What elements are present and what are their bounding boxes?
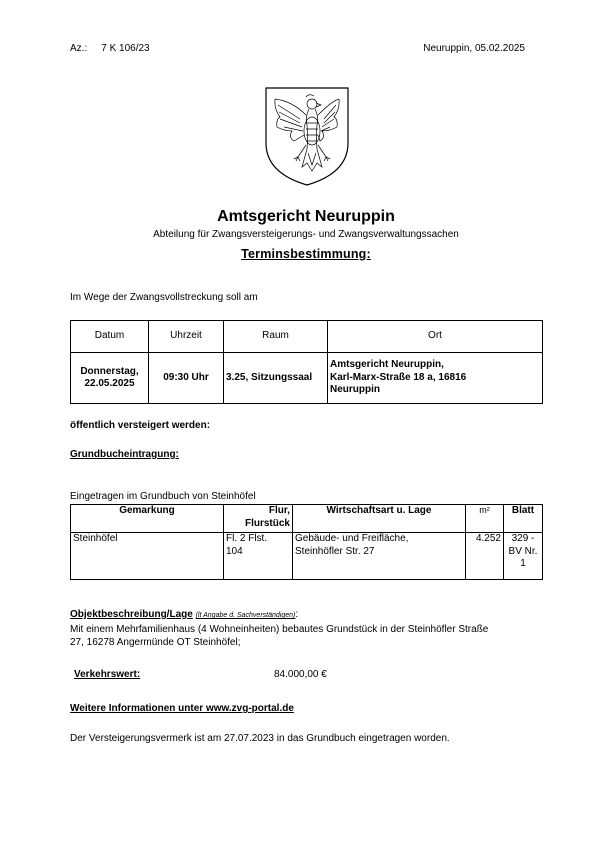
termin-date bbox=[71, 353, 149, 404]
termin-date-value: 22.05.2025 bbox=[84, 378, 135, 389]
case-number-value: 7 K 106/23 bbox=[101, 43, 150, 54]
grundbuch-blatt bbox=[504, 533, 543, 580]
grundbuch-table bbox=[70, 504, 543, 580]
grundbuch-m2: 4.252 bbox=[466, 533, 504, 580]
termin-place-line: Karl-Marx-Straße 18 a, 16816 bbox=[330, 371, 467, 383]
coat-of-arms-eagle-icon bbox=[262, 85, 352, 187]
termin-table-header-row bbox=[71, 321, 543, 353]
termin-header-ort: Ort bbox=[328, 321, 543, 353]
grundbuch-flur-line: 104 bbox=[226, 545, 243, 557]
auction-statement: öffentlich versteigert werden: bbox=[70, 420, 211, 431]
place-date: Neuruppin, 05.02.2025 bbox=[423, 43, 525, 54]
grundbuch-table-header-row bbox=[71, 505, 543, 533]
verkehrswert-value: 84.000,00 € bbox=[274, 669, 327, 680]
grundbuch-blatt-line: BV Nr. bbox=[508, 545, 538, 557]
termin-header-raum: Raum bbox=[224, 321, 328, 353]
case-number-label: Az.: bbox=[70, 43, 88, 54]
objekt-description-line: Mit einem Mehrfamilienhaus (4 Wohneinheiten) bebautes Grundstück in der Steinhöfler Straße bbox=[70, 624, 489, 635]
grundbuch-flur-line: Fl. 2 Flst. bbox=[226, 533, 268, 544]
termin-place bbox=[328, 353, 543, 404]
document-type-heading: Terminsbestimmung: bbox=[241, 247, 371, 261]
grundbuch-header-wirtschaftsart: Wirtschaftsart u. Lage bbox=[293, 505, 466, 533]
grundbuch-table-row bbox=[71, 533, 543, 580]
grundbuch-header-m2: m² bbox=[466, 505, 504, 533]
termin-time: 09:30 Uhr bbox=[149, 353, 224, 404]
objekt-heading bbox=[70, 609, 298, 622]
grundbuch-blatt-line: 1 bbox=[520, 558, 526, 569]
grundbuch-header-flur-line: Flurstück bbox=[244, 517, 290, 529]
case-number bbox=[70, 43, 150, 56]
grundbuch-header-flur-line: Flur, bbox=[268, 505, 290, 516]
grundbuch-wirtschaftsart-line: Steinhöfler Str. 27 bbox=[295, 545, 375, 557]
termin-date-weekday: Donnerstag, bbox=[80, 365, 139, 377]
termin-place-line: Amtsgericht Neuruppin, bbox=[330, 359, 444, 371]
objekt-description bbox=[70, 624, 540, 649]
grundbuch-blatt-line: 329 - bbox=[511, 533, 535, 544]
grundbuch-gemarkung: Steinhöfel bbox=[71, 533, 224, 580]
grundbuch-heading: Grundbucheintragung: bbox=[70, 449, 179, 460]
objekt-heading-colon: : bbox=[295, 609, 299, 620]
grundbuch-entry-text: Eingetragen im Grundbuch von Steinhöfel bbox=[70, 491, 256, 502]
termin-place-line: Neuruppin bbox=[330, 384, 380, 396]
termin-table bbox=[70, 320, 543, 404]
objekt-heading-label: Objektbeschreibung/Lage bbox=[70, 609, 193, 620]
grundbuch-wirtschaftsart bbox=[293, 533, 466, 580]
grundbuch-header-blatt: Blatt bbox=[504, 505, 543, 533]
objekt-heading-note: (lt Angabe d. Sachverständigen) bbox=[195, 612, 296, 619]
grundbuch-flur bbox=[224, 533, 293, 580]
more-info-link[interactable]: Weitere Informationen unter www.zvg-portal.de bbox=[70, 703, 294, 714]
court-name: Amtsgericht Neuruppin bbox=[217, 208, 395, 225]
termin-header-datum: Datum bbox=[71, 321, 149, 353]
verkehrswert-label: Verkehrswert: bbox=[74, 669, 141, 680]
grundbuch-wirtschaftsart-line: Gebäude- und Freifläche, bbox=[295, 533, 409, 544]
objekt-description-line: 27, 16278 Angermünde OT Steinhöfel; bbox=[70, 636, 241, 648]
termin-room: 3.25, Sitzungssaal bbox=[224, 353, 328, 404]
termin-header-uhrzeit: Uhrzeit bbox=[149, 321, 224, 353]
grundbuch-header-flur bbox=[224, 505, 293, 533]
termin-table-row bbox=[71, 353, 543, 404]
intro-text: Im Wege der Zwangsvollstreckung soll am bbox=[70, 292, 258, 303]
grundbuch-header-gemarkung: Gemarkung bbox=[71, 505, 224, 533]
court-department: Abteilung für Zwangsversteigerungs- und Zwangsverwaltungssachen bbox=[153, 229, 459, 240]
vermerk-text: Der Versteigerungsvermerk ist am 27.07.2023 in das Grundbuch eingetragen worden. bbox=[70, 733, 450, 744]
